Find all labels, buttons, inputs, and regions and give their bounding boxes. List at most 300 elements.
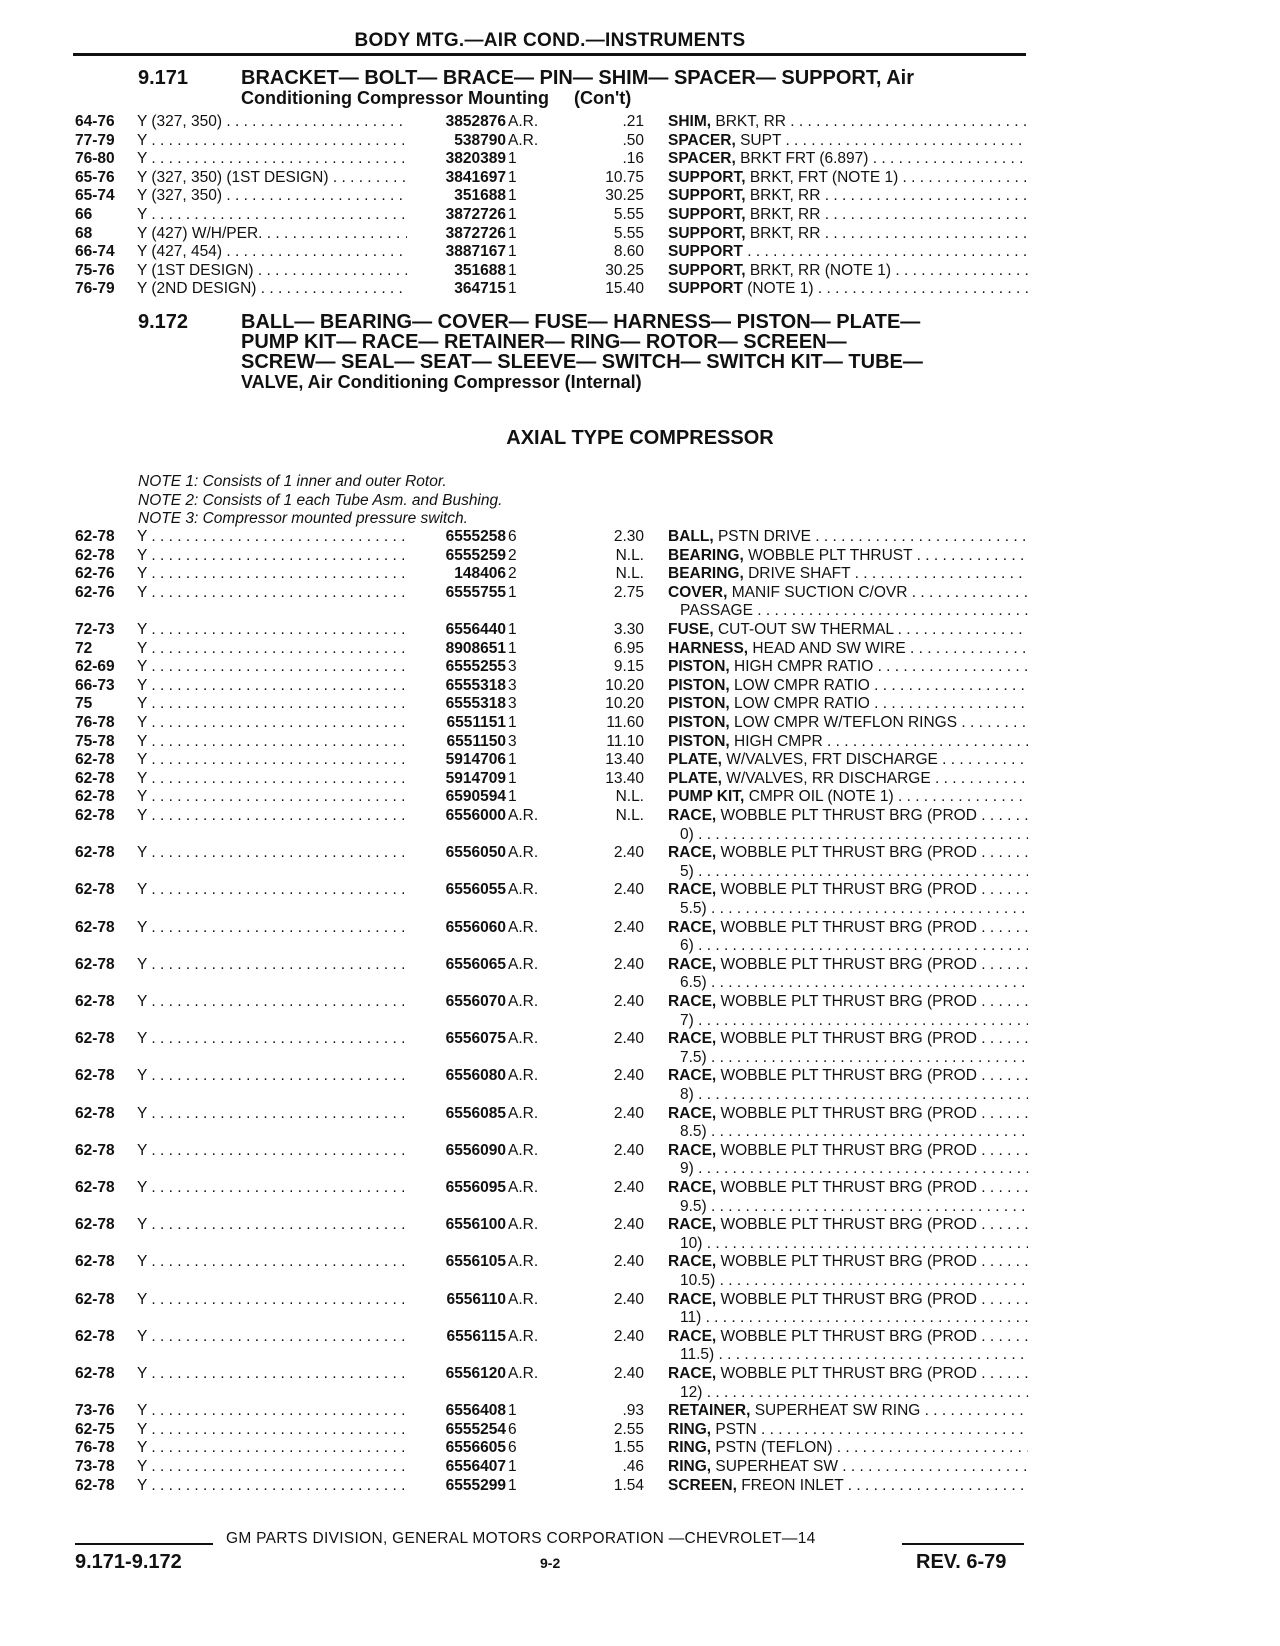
part-number: 6555254 — [445, 1420, 506, 1438]
part-row — [0, 243, 1280, 262]
section-title-9171 — [241, 68, 1021, 108]
model-years: 76-80 — [75, 150, 115, 168]
part-name — [668, 881, 1028, 900]
model-years: 62-78 — [75, 1067, 115, 1085]
part-name-detail: HIGH CMPR RATIO — [734, 658, 874, 676]
part-name-continuation: 7) . . . — [680, 1012, 1028, 1031]
footer-text: GM PARTS DIVISION, GENERAL MOTORS CORPORATION —CHEVROLET—14 — [226, 1530, 816, 1547]
part-number: 6556110 — [446, 1290, 506, 1308]
model-description: Y . . . — [137, 714, 407, 733]
section-title-line1: BALL— BEARING— COVER— FUSE— HARNESS— PISTON— PLATE— — [241, 311, 921, 333]
part-name — [668, 1216, 1028, 1235]
model-years: 76-79 — [75, 280, 115, 298]
price: N.L. — [615, 788, 644, 806]
part-name-continuation: 9) . . . — [680, 1160, 1028, 1179]
part-row — [0, 770, 1280, 789]
part-name — [668, 528, 1028, 547]
price: 2.40 — [613, 955, 644, 973]
model-description: Y . . . — [137, 807, 407, 826]
part-number: 6556070 — [445, 993, 506, 1010]
part-name-continuation: 9.5) . . . — [680, 1198, 1028, 1217]
part-name — [668, 1142, 1028, 1161]
part-number: 5914709 — [445, 769, 506, 787]
part-row — [0, 1067, 1280, 1086]
part-name — [668, 1105, 1028, 1124]
part-number: 6556095 — [445, 1179, 506, 1196]
quantity: A.R. — [508, 955, 539, 973]
price: 13.40 — [605, 769, 644, 787]
part-row-continuation — [0, 602, 1280, 621]
part-name-detail: W/VALVES, FRT DISCHARGE — [726, 751, 938, 769]
model-description: Y . . . — [137, 881, 407, 900]
part-row — [0, 621, 1280, 640]
part-name — [668, 1477, 1028, 1496]
model-years: 62-78 — [75, 1104, 115, 1122]
price: N.L. — [615, 807, 644, 824]
quantity: 1 — [508, 788, 517, 806]
model-description: Y . . . — [137, 1105, 407, 1124]
part-name-keyword: BALL, — [668, 528, 714, 545]
part-number: 6556000 — [445, 807, 506, 824]
part-name-keyword: SUPPORT, — [668, 168, 746, 186]
price: .50 — [622, 131, 644, 149]
part-number: 3887167 — [445, 243, 506, 261]
part-name-detail: WOBBLE PLT THRUST BRG (PROD — [720, 1290, 977, 1308]
price: 8.60 — [613, 243, 644, 261]
model-description: Y (327, 350) (1ST DESIGN) . . . — [137, 169, 407, 188]
part-row — [0, 113, 1280, 132]
price: .93 — [622, 1402, 644, 1420]
price: 15.40 — [605, 280, 644, 298]
part-number: 6556100 — [445, 1216, 506, 1234]
part-row — [0, 169, 1280, 188]
section-title-9172 — [241, 312, 1021, 392]
part-name-detail: WOBBLE PLT THRUST BRG (PROD — [720, 844, 977, 862]
quantity: 1 — [508, 583, 517, 601]
price: .21 — [622, 113, 644, 130]
price: 5.55 — [613, 206, 644, 223]
quantity: 6 — [508, 528, 517, 545]
model-description: Y . . . — [137, 1421, 407, 1440]
quantity: A.R. — [508, 807, 539, 824]
part-name-keyword: SHIM, — [668, 113, 712, 130]
model-description: Y . . . — [137, 844, 407, 863]
part-name-keyword: PLATE, — [668, 751, 722, 769]
part-name-keyword: SUPPORT, — [668, 261, 746, 279]
part-row-continuation — [0, 1086, 1280, 1105]
model-years: 77-79 — [75, 131, 115, 149]
part-name-keyword: SPACER, — [668, 131, 736, 149]
part-name-detail: WOBBLE PLT THRUST BRG (PROD — [720, 918, 977, 936]
price: 11.60 — [606, 714, 644, 731]
section-number-9171: 9.171 — [138, 67, 189, 89]
part-name-keyword: RACE, — [668, 1030, 717, 1048]
part-name — [668, 1365, 1028, 1384]
model-years: 73-78 — [75, 1458, 115, 1475]
quantity: 1 — [508, 769, 517, 787]
part-name-keyword: RACE, — [668, 955, 717, 973]
part-name-keyword: BEARING, — [668, 546, 744, 564]
part-name — [668, 751, 1028, 770]
model-years: 62-78 — [75, 751, 115, 769]
part-name-continuation: 11) . . . — [680, 1309, 1028, 1328]
model-years: 75-76 — [75, 261, 115, 279]
part-name-detail: PSTN DRIVE — [717, 528, 811, 545]
part-name-keyword: RACE, — [668, 807, 717, 824]
model-description: Y . . . — [137, 788, 407, 807]
part-number: 6555255 — [445, 658, 506, 676]
part-name — [668, 919, 1028, 938]
part-row-continuation — [0, 1235, 1280, 1254]
quantity: 1 — [508, 1458, 517, 1475]
model-years: 65-76 — [75, 168, 115, 186]
part-name — [668, 1421, 1028, 1440]
quantity: 1 — [508, 280, 517, 298]
part-row — [0, 150, 1280, 169]
section-title-line1: BRACKET— BOLT— BRACE— PIN— SHIM— SPACER— SUPPORT, Air — [241, 67, 914, 89]
model-years: 62-78 — [75, 1253, 115, 1271]
price: N.L. — [615, 565, 644, 583]
part-name-detail: HEAD AND SW WIRE — [752, 639, 906, 657]
footer-rule-right — [902, 1543, 1024, 1545]
part-name — [668, 169, 1028, 188]
part-name-detail: DRIVE SHAFT — [748, 565, 851, 583]
part-name — [668, 547, 1028, 566]
model-years: 75 — [75, 695, 93, 713]
part-row — [0, 788, 1280, 807]
part-number: 6555299 — [445, 1476, 506, 1494]
part-number: 6556060 — [445, 918, 506, 936]
price: 1.54 — [613, 1476, 644, 1494]
part-number: 6556080 — [445, 1067, 506, 1085]
price: 2.30 — [613, 528, 644, 545]
part-row — [0, 1458, 1280, 1477]
quantity: A.R. — [508, 1179, 539, 1196]
part-name-continuation: 6.5) . . . — [680, 974, 1028, 993]
part-name-keyword: RACE, — [668, 1104, 717, 1122]
model-years: 62-78 — [75, 918, 115, 936]
part-number: 6556065 — [445, 955, 506, 973]
footer-section-range: 9.171-9.172 — [75, 1551, 182, 1573]
part-name — [668, 844, 1028, 863]
model-years: 62-78 — [75, 528, 115, 545]
model-description: Y (327, 350) . . . — [137, 187, 407, 206]
model-years: 68 — [75, 224, 93, 242]
part-number: 3841697 — [445, 168, 506, 186]
section-title-line2: PUMP KIT— RACE— RETAINER— RING— ROTOR— SCREEN— — [241, 331, 847, 353]
part-row — [0, 1142, 1280, 1161]
part-name-keyword: RETAINER, — [668, 1402, 751, 1420]
part-name-detail: BRKT, RR — [749, 206, 821, 223]
part-row — [0, 658, 1280, 677]
part-name-detail: BRKT, RR — [749, 224, 821, 242]
model-years: 76-78 — [75, 714, 115, 731]
part-number: 3872726 — [445, 206, 506, 223]
part-number: 6551150 — [446, 732, 506, 750]
price: 6.95 — [613, 639, 644, 657]
part-number: 8908651 — [445, 639, 506, 657]
model-years: 62-78 — [75, 1327, 115, 1345]
part-name-detail: FREON INLET — [741, 1476, 844, 1494]
part-name-keyword: BEARING, — [668, 565, 744, 583]
part-name-continuation: 10) . . . — [680, 1235, 1028, 1254]
part-number: 6555318 — [445, 676, 506, 694]
model-description: Y . . . — [137, 565, 407, 584]
part-row-continuation — [0, 937, 1280, 956]
part-name-keyword: SUPPORT — [668, 280, 743, 298]
model-description: Y . . . — [137, 206, 407, 225]
part-name-detail: LOW CMPR RATIO — [734, 695, 870, 713]
model-description: Y . . . — [137, 1328, 407, 1347]
model-description: Y . . . — [137, 993, 407, 1012]
price: 2.40 — [613, 844, 644, 862]
quantity: A.R. — [508, 1216, 539, 1234]
part-name-detail: SUPERHEAT SW — [715, 1458, 838, 1475]
part-name-continuation: 11.5) . . . — [680, 1346, 1028, 1365]
part-name-detail: WOBBLE PLT THRUST BRG (PROD — [720, 1067, 977, 1085]
model-description: Y . . . — [137, 1179, 407, 1198]
part-name-detail: WOBBLE PLT THRUST — [748, 546, 913, 564]
part-name-keyword: RACE, — [668, 1327, 717, 1345]
quantity: 1 — [508, 206, 517, 223]
part-name-keyword: RING, — [668, 1439, 712, 1457]
model-description: Y . . . — [137, 1458, 407, 1477]
part-row — [0, 547, 1280, 566]
part-row — [0, 528, 1280, 547]
model-years: 62-78 — [75, 1290, 115, 1308]
model-years: 72 — [75, 639, 93, 657]
note-3: NOTE 3: Compressor mounted pressure switch. — [138, 510, 468, 528]
part-name-keyword: PISTON, — [668, 695, 730, 713]
part-name-keyword: RACE, — [668, 918, 717, 936]
part-name-detail: BRKT, RR — [749, 187, 821, 205]
part-row — [0, 1253, 1280, 1272]
part-name-continuation: 8) . . . — [680, 1086, 1028, 1105]
part-name — [668, 1439, 1028, 1458]
part-name — [668, 187, 1028, 206]
part-name-continuation: 5) . . . — [680, 863, 1028, 882]
quantity: A.R. — [508, 1030, 539, 1048]
part-name-detail: WOBBLE PLT THRUST BRG (PROD — [720, 1141, 977, 1159]
quantity: 1 — [508, 639, 517, 657]
part-name — [668, 1328, 1028, 1347]
part-row — [0, 187, 1280, 206]
model-years: 62-78 — [75, 881, 115, 899]
part-name-detail: W/VALVES, RR DISCHARGE — [726, 769, 931, 787]
notes — [138, 473, 502, 529]
price: 30.25 — [605, 261, 644, 279]
price: 2.40 — [613, 918, 644, 936]
quantity: 1 — [508, 187, 517, 205]
price: 5.55 — [613, 224, 644, 242]
part-name-keyword: RACE, — [668, 1067, 717, 1085]
quantity: 1 — [508, 168, 517, 186]
section-title-line3: SCREW— SEAL— SEAT— SLEEVE— SWITCH— SWITCH KIT— TUBE— — [241, 351, 923, 373]
part-name — [668, 993, 1028, 1012]
part-number: 351688 — [454, 261, 506, 279]
part-name — [668, 956, 1028, 975]
price: 10.75 — [605, 168, 644, 186]
model-description: Y . . . — [137, 150, 407, 169]
model-description: Y . . . — [137, 1365, 407, 1384]
part-name-keyword: SUPPORT, — [668, 187, 746, 205]
price: 1.55 — [613, 1439, 644, 1457]
part-number: 6556055 — [445, 881, 506, 899]
quantity: 6 — [508, 1420, 517, 1438]
price: 2.40 — [613, 1141, 644, 1159]
model-years: 62-78 — [75, 1216, 115, 1234]
model-years: 65-74 — [75, 187, 115, 205]
part-number: 6556050 — [445, 844, 506, 862]
part-name-detail: WOBBLE PLT THRUST BRG (PROD — [720, 1327, 977, 1345]
part-name — [668, 206, 1028, 225]
part-number: 6555258 — [445, 528, 506, 545]
part-row-continuation — [0, 1123, 1280, 1142]
part-row — [0, 956, 1280, 975]
quantity: 1 — [508, 1402, 517, 1420]
quantity: A.R. — [508, 881, 539, 899]
model-years: 62-78 — [75, 788, 115, 806]
price: 10.20 — [605, 695, 644, 713]
part-number: 148406 — [454, 565, 506, 583]
price: 11.10 — [606, 732, 644, 750]
part-number: 6556120 — [445, 1365, 506, 1382]
quantity: A.R. — [508, 131, 539, 149]
part-name — [668, 1253, 1028, 1272]
part-row-continuation — [0, 1309, 1280, 1328]
model-description: Y . . . — [137, 677, 407, 696]
part-row-continuation — [0, 826, 1280, 845]
part-number: 6556090 — [445, 1141, 506, 1159]
model-years: 75-78 — [75, 732, 115, 750]
model-description: Y (427, 454) . . . — [137, 243, 407, 262]
part-name — [668, 695, 1028, 714]
part-name-keyword: SUPPORT — [668, 243, 743, 261]
part-row-continuation — [0, 1012, 1280, 1031]
part-row — [0, 1291, 1280, 1310]
part-name — [668, 113, 1028, 132]
part-number: 6590594 — [445, 788, 506, 806]
price: N.L. — [615, 546, 644, 564]
part-row — [0, 1179, 1280, 1198]
model-years: 62-78 — [75, 1141, 115, 1159]
model-description: Y . . . — [137, 640, 407, 659]
note-1: NOTE 1: Consists of 1 inner and outer Rotor. — [138, 473, 447, 490]
part-name-detail: BRKT FRT (6.897) — [740, 150, 869, 168]
model-years: 62-78 — [75, 1030, 115, 1048]
quantity: A.R. — [508, 918, 539, 936]
model-description: Y . . . — [137, 695, 407, 714]
price: .16 — [622, 150, 644, 168]
part-name-keyword: PISTON, — [668, 658, 730, 676]
subheading: AXIAL TYPE COMPRESSOR — [506, 427, 774, 449]
part-name-detail: WOBBLE PLT THRUST BRG (PROD — [720, 1365, 977, 1382]
quantity: 1 — [508, 621, 517, 638]
model-description: Y . . . — [137, 1030, 407, 1049]
model-years: 62-78 — [75, 844, 115, 862]
quantity: 1 — [508, 751, 517, 769]
part-name-continuation: 8.5) . . . — [680, 1123, 1028, 1142]
part-name — [668, 714, 1028, 733]
part-row — [0, 714, 1280, 733]
part-row — [0, 206, 1280, 225]
part-name-keyword: PLATE, — [668, 769, 722, 787]
quantity: 1 — [508, 224, 517, 242]
footer-rule-left — [75, 1543, 213, 1545]
part-name — [668, 677, 1028, 696]
model-description: Y . . . — [137, 751, 407, 770]
header-rule — [73, 53, 1026, 56]
part-name — [668, 770, 1028, 789]
price: 10.20 — [605, 676, 644, 694]
model-description: Y . . . — [137, 1439, 407, 1458]
price: 9.15 — [613, 658, 644, 676]
model-description: Y . . . — [137, 1402, 407, 1421]
note-2: NOTE 2: Consists of 1 each Tube Asm. and Bushing. — [138, 491, 503, 509]
section-title-line2: Conditioning Compressor Mounting (Con't) — [241, 88, 632, 108]
part-number: 351688 — [454, 187, 506, 205]
quantity: A.R. — [508, 1365, 539, 1382]
part-row-continuation — [0, 974, 1280, 993]
model-years: 66-73 — [75, 676, 115, 694]
model-years: 66-74 — [75, 243, 115, 261]
part-name — [668, 262, 1028, 281]
model-years: 72-73 — [75, 621, 115, 638]
part-number: 6556105 — [445, 1253, 506, 1271]
model-description: Y . . . — [137, 1291, 407, 1310]
part-name-detail: WOBBLE PLT THRUST BRG (PROD — [720, 1104, 977, 1122]
part-number: 6556408 — [445, 1402, 506, 1420]
part-name — [668, 1402, 1028, 1421]
model-years: 73-76 — [75, 1402, 115, 1420]
model-years: 62-76 — [75, 565, 115, 583]
part-number: 6556075 — [445, 1030, 506, 1048]
part-name-keyword: RACE, — [668, 844, 717, 862]
model-description: Y . . . — [137, 528, 407, 547]
section-title-line4: VALVE, Air Conditioning Compressor (Internal) — [241, 372, 642, 392]
price: 2.40 — [613, 1104, 644, 1122]
price: 2.40 — [613, 1030, 644, 1048]
model-description: Y (427) W/H/PER. . . . — [137, 225, 407, 244]
part-name — [668, 788, 1028, 807]
model-description: Y . . . — [137, 1477, 407, 1496]
part-name-keyword: SCREEN, — [668, 1476, 737, 1494]
part-name-detail: WOBBLE PLT THRUST BRG (PROD — [720, 1253, 977, 1271]
part-name — [668, 280, 1028, 299]
part-name-keyword: HARNESS, — [668, 639, 749, 657]
part-name-continuation: 10.5) . . . — [680, 1272, 1028, 1291]
part-name-continuation: PASSAGE . . . — [680, 602, 1028, 621]
part-name-keyword: SPACER, — [668, 150, 736, 168]
part-name — [668, 1067, 1028, 1086]
quantity: 3 — [508, 658, 517, 676]
part-name-detail: CMPR OIL (NOTE 1) — [748, 788, 894, 806]
quantity: A.R. — [508, 1104, 539, 1122]
model-years: 62-78 — [75, 993, 115, 1010]
footer-revision: REV. 6-79 — [916, 1551, 1007, 1573]
part-name — [668, 733, 1028, 752]
price: 30.25 — [605, 187, 644, 205]
part-row — [0, 844, 1280, 863]
part-number: 6556085 — [445, 1104, 506, 1122]
part-name-detail: PSTN — [715, 1420, 757, 1438]
model-description: Y . . . — [137, 956, 407, 975]
model-description: Y (2ND DESIGN) . . . — [137, 280, 407, 299]
quantity: 2 — [508, 565, 517, 583]
part-row — [0, 733, 1280, 752]
model-description: Y . . . — [137, 1216, 407, 1235]
price: 2.40 — [613, 1365, 644, 1382]
